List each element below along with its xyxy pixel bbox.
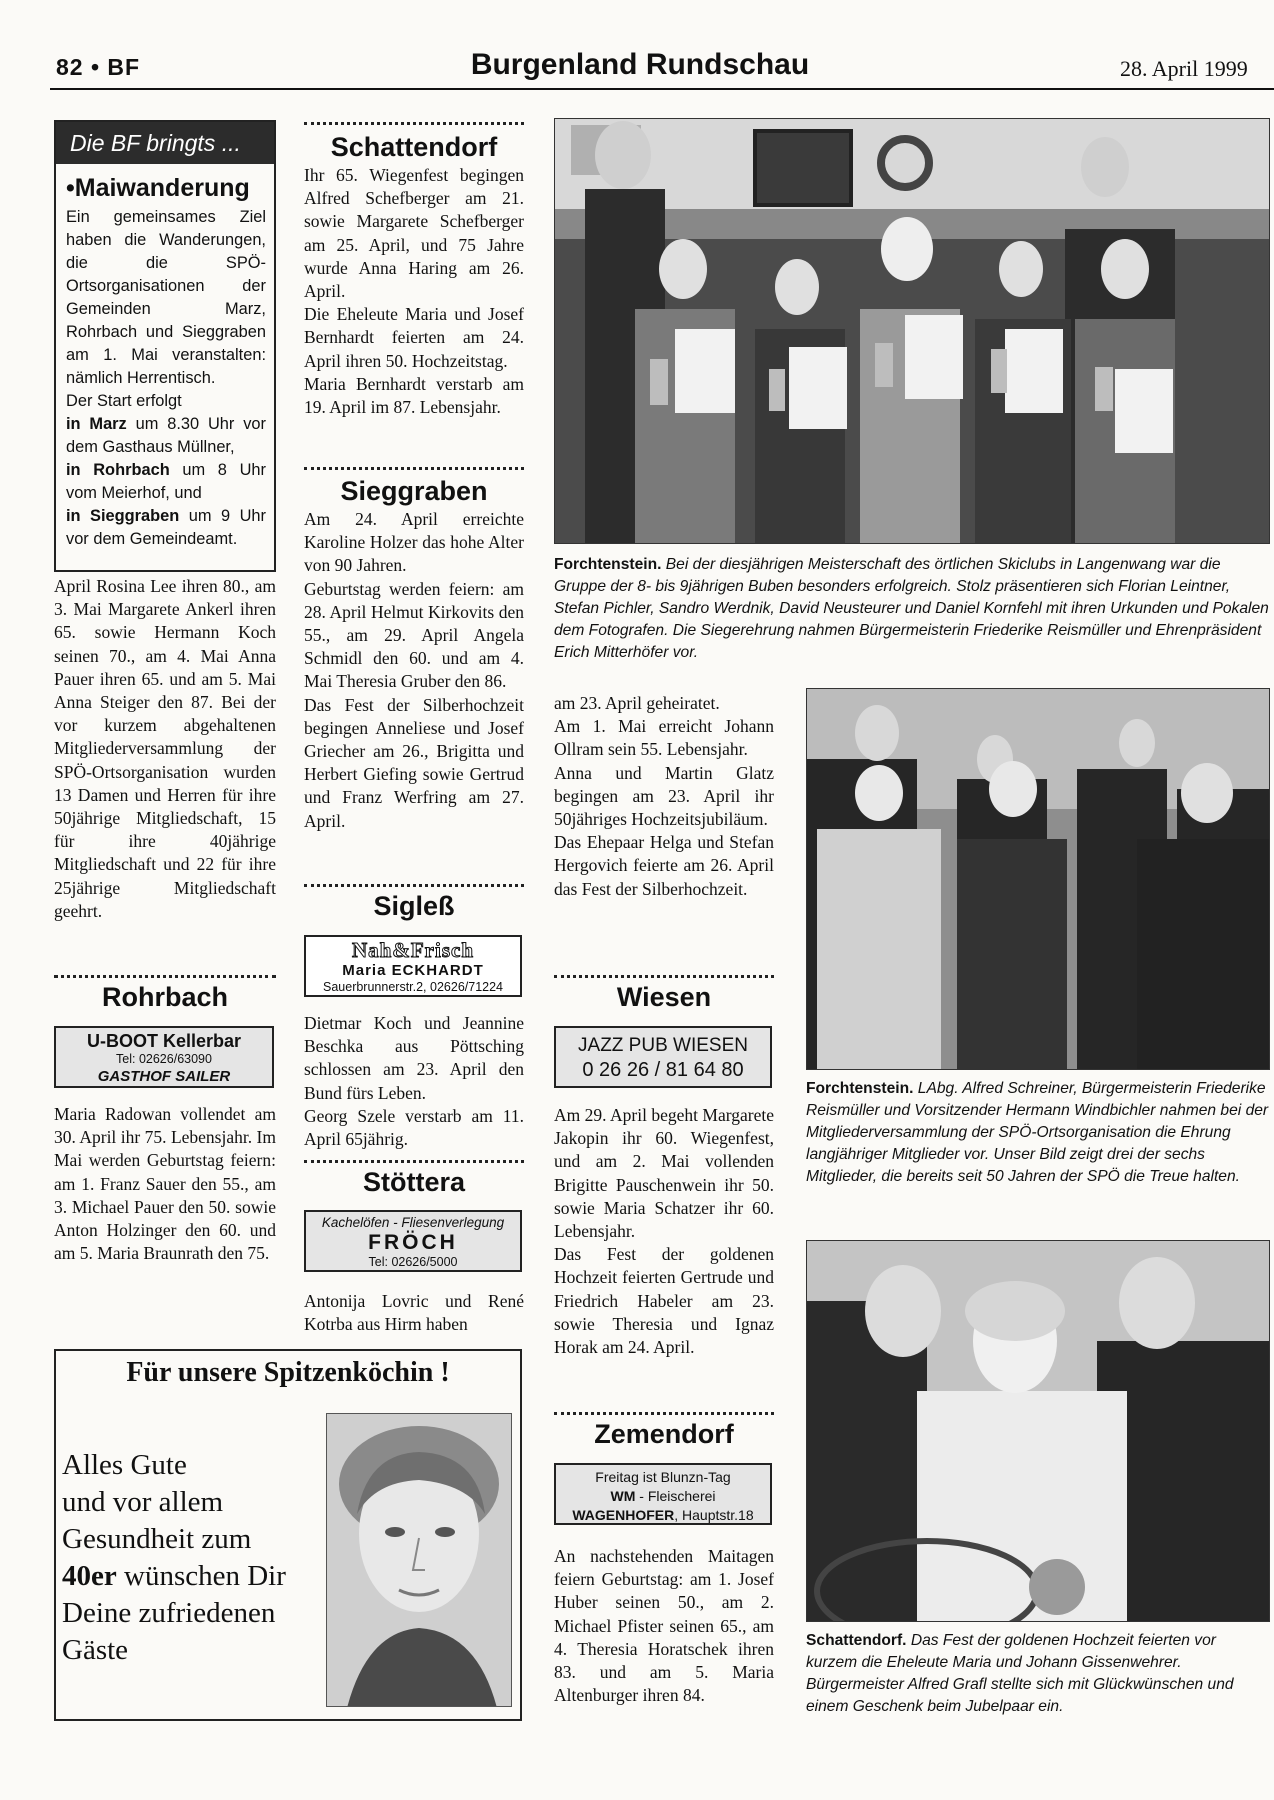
- caption-ski-club-text: Bei der diesjährigen Meisterschaft des örtlichen Skiclubs in Langenwang war die Gruppe der 8- bis 9jährigen Buben besonders erfolgreich. Stolz präsentieren sich Florian Leintner, Stefan Pichler, Sandro Werdnik, David Neusteurer und Daniel Kornfehl mit ihren Urkunden und Pokalen dem Fotografen. Die Siegerehrung nahmen Bürgermeisterin Friederike Reismüller und Ehrenpräsident Erich Mitterhöfer vor.: [554, 556, 1269, 661]
- col3-para-4: Das Ehepaar Helga und Stefan Hergovich feierte am 26. April das Fest der Silberhochzeit.: [554, 832, 774, 899]
- ad-froech-phone: Tel: 02626/5000: [368, 1255, 458, 1269]
- info-box-title: Die BF bringts ...: [56, 122, 274, 164]
- info-box-rohrbach: in Rohrbach um 8 Uhr vom Meierhof, und: [66, 461, 266, 502]
- sigless-para-1: Dietmar Koch und Jeannine Beschka aus Pöttsching schlossen am 23. April den Bund fürs Leben.: [304, 1013, 524, 1103]
- wiesen-para-1: Am 29. April begeht Margarete Jakopin ihr 60. Wiegenfest, und am 2. Mai vollenden Brigitte Pauschenwein ihr 50. sowie Maria Schatzer ihr 60. Lebensjahr.: [554, 1105, 774, 1242]
- sieggraben-heading: Sieggraben: [340, 476, 488, 506]
- greeting-title: Für unsere Spitzenköchin !: [126, 1357, 450, 1388]
- ad-jazz-pub: [554, 1026, 772, 1088]
- info-box: [54, 120, 276, 572]
- header-rule: [50, 88, 1274, 90]
- greeting-line-5: Deine zufriedenen: [62, 1597, 276, 1629]
- greeting-ad: [54, 1349, 522, 1721]
- caption-ski-club-place: Forchtenstein.: [554, 556, 662, 573]
- greeting-line-4: 40er wünschen Dir: [62, 1560, 286, 1592]
- sigless-para-2: Georg Szele verstarb am 11. April 65jährig.: [304, 1105, 524, 1150]
- ad-froech-services: Kachelöfen - Fliesenverlegung: [321, 1215, 505, 1230]
- sieggraben-para-1: Am 24. April erreichte Karoline Holzer das hohe Alter von 90 Jahren.: [304, 509, 524, 576]
- info-box-sieggraben: in Sieggraben um 9 Uhr vor dem Gemeindeamt.: [66, 507, 266, 548]
- caption-ski-club: [554, 554, 1270, 664]
- zemendorf-heading: Zemendorf: [594, 1419, 734, 1449]
- wiesen-para-2: Das Fest der goldenen Hochzeit feierten Gertrude und Friedrich Habeler am 23. sowie Theresia und Ignaz Horak am 24. April.: [554, 1244, 774, 1358]
- col3-para-2: Am 1. Mai erreicht Johann Ollram sein 55. Lebensjahr.: [554, 716, 774, 760]
- col3-para-3: Anna und Martin Glatz begingen am 23. April ihr 50jähriges Hochzeitsjubiläum.: [554, 762, 774, 830]
- ad-froech-name: FRÖCH: [368, 1231, 458, 1254]
- wiesen-text: [554, 1104, 774, 1359]
- caption-golden-wedding-place: Schattendorf.: [806, 1632, 907, 1649]
- ad-uboot-name: U-BOOT Kellerbar: [86, 1031, 242, 1051]
- caption-golden-wedding: [806, 1630, 1270, 1718]
- ad-uboot-phone: Tel: 02626/63090: [116, 1052, 212, 1066]
- info-box-start: Der Start erfolgt: [66, 392, 182, 410]
- ad-uboot-kellerbar: [54, 1026, 274, 1088]
- schattendorf-para-2: Die Eheleute Maria und Josef Bernhardt feierten am 24. April ihren 50. Hochzeitstag.: [304, 304, 524, 371]
- greeting-line-6: Gäste: [62, 1634, 129, 1666]
- info-box-text: Ein gemeinsames Ziel haben die Wanderungen, die die SPÖ-Ortsorganisationen der Gemeinden Marz, Rohrbach und Sieggraben am 1. Mai veranstalten: nämlich Herrentisch.: [66, 208, 266, 387]
- rohrbach-heading: Rohrbach: [101, 982, 228, 1012]
- sieggraben-para-2: Geburtstag werden feiern: am 28. April Helmut Kirkovits den 55., am 29. April Angela Schmidl den 60. und am 4. Mai Theresia Gruber den 86.: [304, 578, 524, 692]
- portrait-photo: [326, 1413, 512, 1707]
- divider: [304, 1160, 524, 1163]
- ad-froech: [304, 1210, 522, 1272]
- sieggraben-text: [304, 508, 524, 833]
- rohrbach-text: Maria Radowan vollendet am 30. April ihr 75. Lebensjahr. Im Mai werden Geburtstag feiern: am 1. Franz Sauer den 55., am 3. Michael Pauer den 50. sowie Anton Holzinger den 60. und am 5. Maria Braunrath den 75.: [54, 1104, 276, 1264]
- zemendorf-text: An nachstehenden Maitagen feiern Geburtstag: am 1. Josef Huber seinen 50., am 2. Michael Pfister seinen 65., am 4. Theresia Horatschek ihren 83. und am 5. Maria Altenburger ihren 84.: [554, 1546, 774, 1706]
- sieggraben-para-3: Das Fest der Silberhochzeit begingen Anneliese und Josef Griecher am 26., Brigitta und Herbert Giefing sowie Gertrud und Franz Werfring am 27. April.: [304, 694, 524, 831]
- divider: [304, 467, 524, 470]
- ad-nah-frisch-address: Sauerbrunnerstr.2, 02626/71224: [323, 980, 503, 994]
- ad-nah-frisch: [304, 935, 522, 997]
- greeting-line-2: und vor allem: [62, 1486, 224, 1518]
- caption-spoe-members-text: LAbg. Alfred Schreiner, Bürgermeisterin Friederike Reismüller und Vorsitzender Hermann Windbichler nahmen bei der Mitgliederversammlung der SPÖ-Ortsorganisation die Ehrung langjähriger Mitglieder vor. Unser Bild zeigt drei der sechs Mitglieder, die bereits seit 50 Jahren der SPÖ die Treue halten.: [806, 1080, 1269, 1185]
- schattendorf-text: [304, 164, 524, 419]
- photo-golden-wedding: [806, 1240, 1270, 1622]
- info-box-heading: •Maiwanderung: [66, 174, 250, 202]
- ad-wagenhofer-blunzn: Freitag ist Blunzn-Tag: [595, 1469, 731, 1485]
- schattendorf-heading: Schattendorf: [330, 132, 498, 162]
- stoettera-text: Antonija Lovric und René Kotrba aus Hirm haben: [304, 1291, 524, 1335]
- ad-jazz-pub-name: JAZZ PUB WIESEN: [578, 1035, 748, 1056]
- schattendorf-para-3: Maria Bernhardt verstarb am 19. April im 87. Lebensjahr.: [304, 373, 524, 418]
- ad-nah-frisch-owner: Maria ECKHARDT: [342, 962, 484, 979]
- stoettera-heading: Stöttera: [362, 1167, 465, 1197]
- ad-uboot-gasthof: GASTHOF SAILER: [97, 1068, 231, 1085]
- divider: [304, 884, 524, 887]
- divider: [554, 975, 774, 978]
- ad-wagenhofer: [554, 1463, 772, 1525]
- ad-wagenhofer-address: WAGENHOFER, Hauptstr.18: [572, 1507, 754, 1523]
- wiesen-heading: Wiesen: [616, 982, 712, 1012]
- issue-date: 28. April 1999: [1120, 56, 1248, 81]
- schattendorf-para-1: Ihr 65. Wiegenfest begingen Alfred Schefberger am 21. sowie Margarete Schefberger am 25. April, und 75 Jahre wurde Anna Haring am 26. April.: [304, 165, 524, 302]
- newspaper-title: Burgenland Rundschau: [470, 48, 810, 81]
- page-number: 82 • BF: [56, 54, 141, 80]
- greeting-line-3: Gesundheit zum: [62, 1523, 252, 1555]
- caption-spoe-members: [806, 1078, 1270, 1188]
- caption-spoe-members-place: Forchtenstein.: [806, 1080, 914, 1097]
- col1-article-text: April Rosina Lee ihren 80., am 3. Mai Margarete Ankerl ihren 65. sowie Hermann Koch seinen 70., am 4. Mai Anna Pauer ihren 65. und am 5. Mai Anna Steiger den 87. Bei der vor kurzem abgehaltenen Mitgliederversammlung der SPÖ-Ortsorganisation wurden 13 Damen und Herren für ihre 50jährige Mitgliedschaft, 15 für ihre 40jährige Mitgliedschaft und 22 für ihre 25jährige Mitgliedschaft geehrt.: [54, 576, 276, 921]
- ad-jazz-pub-phone: 0 26 26 / 81 64 80: [582, 1059, 744, 1081]
- divider: [304, 122, 524, 125]
- ad-nah-frisch-logo: Nah&Frisch: [352, 938, 474, 962]
- photo-ski-club: [554, 118, 1270, 544]
- col3-text-top: [554, 692, 774, 901]
- col3-para-1: am 23. April geheiratet.: [554, 693, 720, 713]
- divider: [54, 975, 276, 978]
- info-box-marz: in Marz um 8.30 Uhr vor dem Gasthaus Müllner,: [66, 415, 266, 456]
- greeting-line-1: Alles Gute: [62, 1449, 187, 1481]
- ad-wagenhofer-wm: WM - Fleischerei: [610, 1488, 716, 1504]
- photo-spoe-members: [806, 688, 1270, 1070]
- divider: [554, 1412, 774, 1415]
- sigless-text: [304, 1012, 524, 1151]
- sigless-heading: Sigleß: [373, 891, 455, 921]
- caption-golden-wedding-text: Das Fest der goldenen Hochzeit feierten vor kurzem die Eheleute Maria und Johann Gissenwehrer. Bürgermeister Alfred Grafl stellte sich mit Glückwünschen und einem Geschenk beim Jubelpaar ein.: [806, 1632, 1234, 1715]
